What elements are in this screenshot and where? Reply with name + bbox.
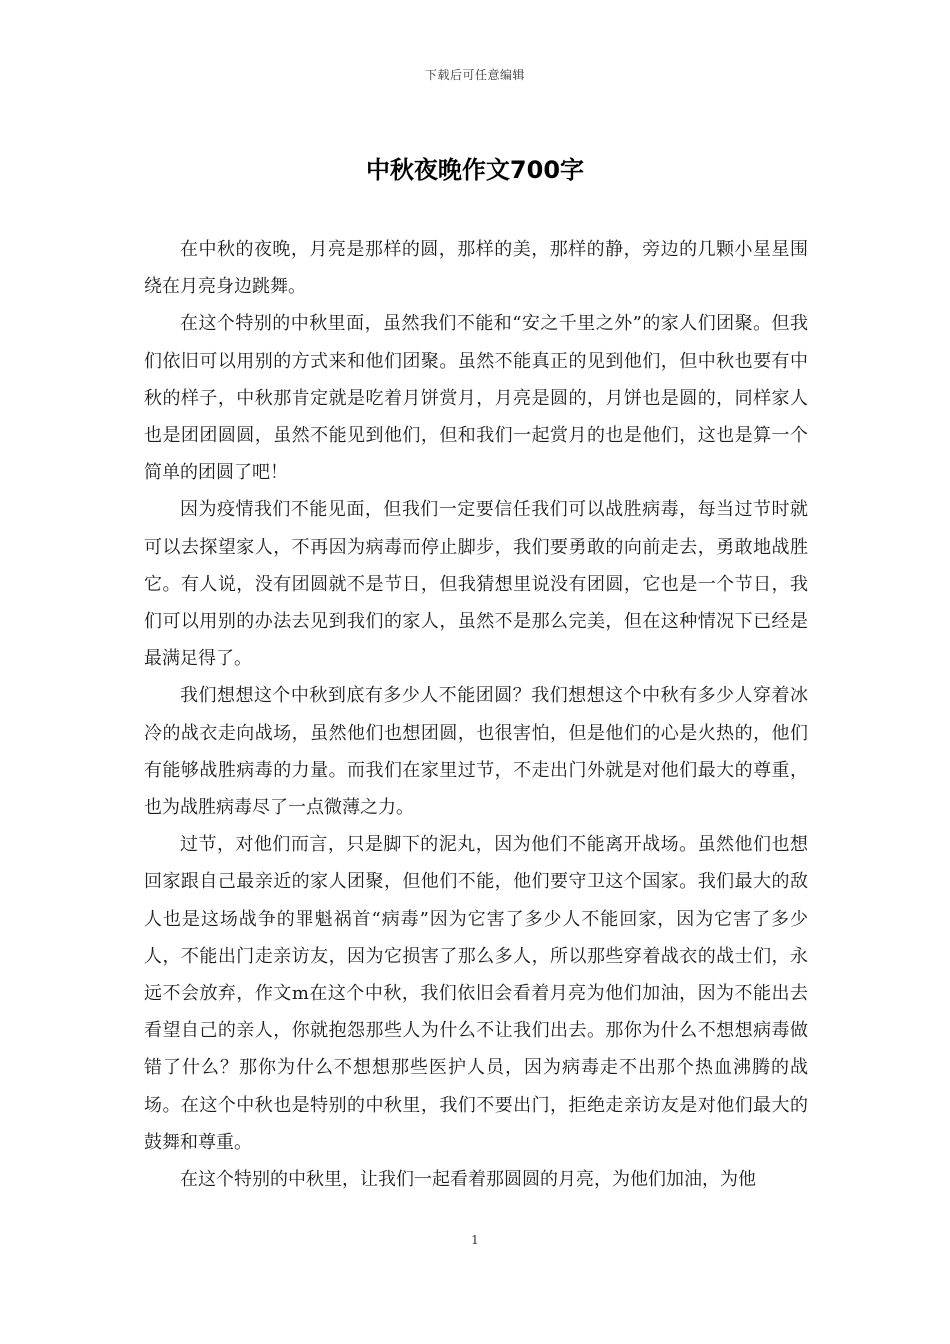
paragraph-3: 因为疫情我们不能见面，但我们一定要信任我们可以战胜病毒，每当过节时就可以去探望家人，不再因为病毒而停止脚步，我们要勇敢的向前走去，勇敢地战胜它。有人说，没有团圆就不是节日，但我猜想里说没有团圆，它也是一个节日，我们可以用别的办法去见到我们的家人，虽然不是那么完美，但在这种情况下已经是最满足得了。 (144, 499, 808, 670)
document-title: 中秋夜晚作文700字 (365, 156, 585, 184)
page-header-note: 下载后可任意编辑 (424, 68, 525, 82)
paragraph-2: 在这个特别的中秋里面，虽然我们不能和“安之千里之外”的家人们团聚。但我们依旧可以用别的方式来和他们团聚。虽然不能真正的见到他们，但中秋也要有中秋的样子，中秋那肯定就是吃着月饼赏月，月亮是圆的，月饼也是圆的，同样家人也是团团圆圆，虽然不能见到他们，但和我们一起赏月的也是他们，这也是算一个简单的团圆了吧！ (144, 313, 808, 484)
paragraph-4: 我们想想这个中秋到底有多少人不能团圆？我们想想这个中秋有多少人穿着冰冷的战衣走向战场，虽然他们也想团圆，也很害怕，但是他们的心是火热的，他们有能够战胜病毒的力量。而我们在家里过节，不走出门外就是对他们最大的尊重，也为战胜病毒尽了一点微薄之力。 (144, 685, 808, 819)
paragraph-6: 在这个特别的中秋里，让我们一起看着那圆圆的月亮，为他们加油，为他 (180, 1169, 756, 1191)
document-body (144, 231, 808, 1198)
paragraph-5: 过节，对他们而言，只是脚下的泥丸，因为他们不能离开战场。虽然他们也想回家跟自己最亲近的家人团聚，但他们不能，他们要守卫这个国家。我们最大的敌人也是这场战争的罪魁祸首“病毒”因为它害了多少人不能回家，因为它害了多少人，不能出门走亲访友，因为它损害了那么多人，所以那些穿着战衣的战士们，永远不会放弃，作文m在这个中秋，我们依旧会看着月亮为他们加油，因为不能出去看望自己的亲人，你就抱怨那些人为什么不让我们出去。那你为什么不想想病毒做错了什么？那你为什么不想想那些医护人员，因为病毒走不出那个热血沸腾的战场。在这个中秋也是特别的中秋里，我们不要出门，拒绝走亲访友是对他们最大的鼓舞和尊重。 (144, 834, 808, 1153)
paragraph-1: 在中秋的夜晚，月亮是那样的圆，那样的美，那样的静，旁边的几颗小星星围绕在月亮身边跳舞。 (144, 239, 808, 298)
page-number: 1 (471, 1233, 479, 1247)
